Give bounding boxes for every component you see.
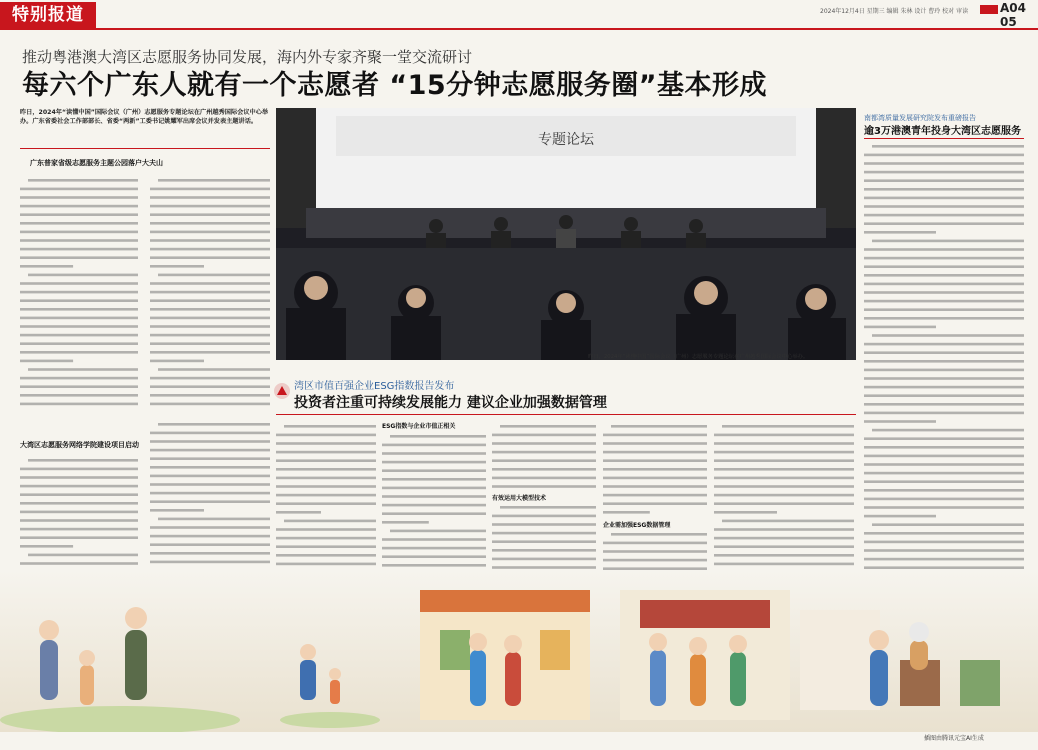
right-divider [864,138,1024,139]
body-column [382,432,486,570]
section-heading-1: 广东普家省级志愿服务主题公园落户大夫山 [30,159,163,167]
story2-kicker: 湾区市值百强企业ESG指数报告发布 [294,381,455,392]
lead-paragraph: 昨日，2024年“读懂中国”国际会议（广州）志愿服务专题论坛在广州越秀国际会议中心举办。广东省委社会工作部部长、省委“两新”工委书记姚耀军出席会议并发表主题讲话。 [20,109,269,125]
body-column [864,142,1024,604]
body-column [20,456,138,568]
headline-kicker: 推动粤港澳大湾区志愿服务协同发展，海内外专家齐聚一堂交流研讨 [22,48,473,66]
body-column [276,422,376,570]
text-lines [150,176,270,412]
section-tag: 特别报道 [0,2,96,28]
body-column [492,503,596,570]
masthead-meta: 2024年12月4日 星期三 编辑 朱林 设计 曹玲 校对 审读 [820,8,969,15]
story-icon [273,382,291,400]
body-column [492,422,596,490]
body-column [714,422,854,570]
page-number: A04 05 [1000,1,1026,29]
text-lines [20,176,138,412]
text-lines [20,456,138,568]
masthead-rule [0,28,1038,30]
story2-subhead: 有效运用大模型技术 [492,495,547,502]
right-kicker: 南都湾质量发展研究院发布重磅报告 [864,114,976,122]
masthead-badge [980,5,998,14]
story2-divider [276,414,856,415]
section-heading-2: 大湾区志愿服务网络学院建设项目启动 [20,441,139,449]
photo-caption: 昨日，2024年“读懂中国”国际会议（广州）志愿服务专题论坛在广州越秀国际会议中心举办。 [588,354,809,360]
headline: 每六个广东人就有一个志愿者 “15分钟志愿服务圈”基本形成 [22,70,767,101]
lead-divider [20,148,270,149]
illustration-credit: 插图由腾讯元宝AI生成 [924,735,984,742]
body-column [603,422,707,516]
volunteer-illustration [0,570,1038,732]
body-column [603,530,707,570]
body-column [150,176,270,412]
story2-subhead: 企业需加强ESG数据管理 [603,522,671,529]
story2-subhead: ESG指数与企业市值正相关 [382,423,456,430]
text-lines [150,420,270,568]
body-column [150,420,270,568]
screen-text: 专题论坛 [538,132,594,148]
forum-photo [276,108,856,360]
right-title: 逾3万港澳青年投身大湾区志愿服务 [864,126,1021,137]
body-column [20,176,138,412]
story2-title: 投资者注重可持续发展能力 建议企业加强数据管理 [294,395,607,411]
